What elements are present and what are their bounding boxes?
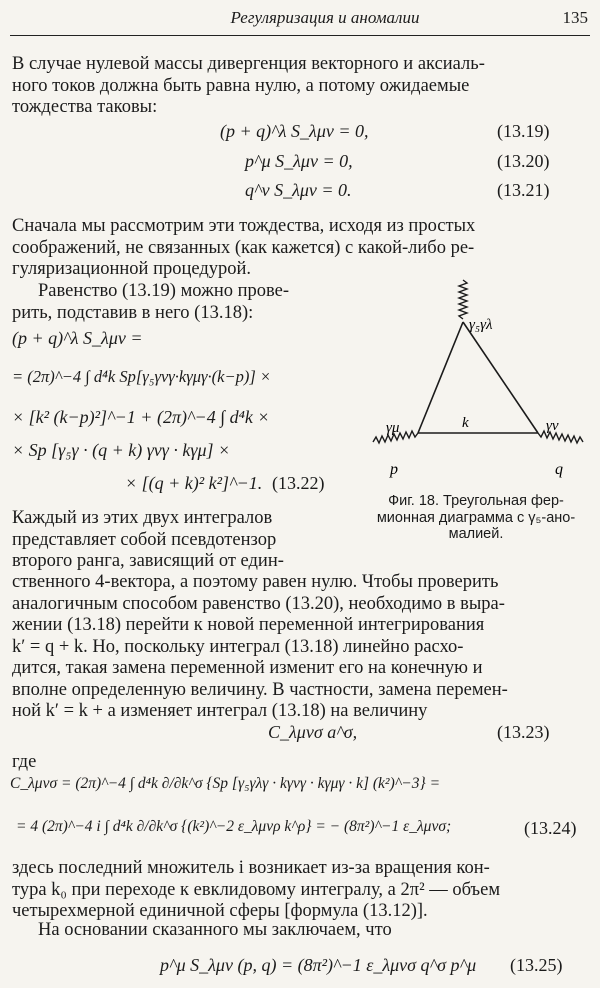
equation-number: (13.24) — [524, 818, 577, 838]
text-line: вполне определенную величину. В частности, замена перемен- — [12, 679, 508, 700]
equation-number: (13.20) — [497, 151, 550, 171]
equation-13-22-line: × Sp [γ₅γ · (q + k) γνγ · kγμ] × — [12, 440, 231, 460]
text-line: В случае нулевой массы дивергенция векторного и аксиаль- — [12, 54, 485, 74]
text-line: ного токов должна быть равна нулю, а потому ожидаемые — [12, 75, 470, 96]
vertex-label-top: γ₅γλ — [469, 317, 493, 333]
equation-13-24-line: C_λμνσ = (2π)^−4 ∫ d⁴k ∂/∂k^σ {Sp [γ₅γλγ · kγνγ · kγμγ · k] (k²)^−3} = — [10, 775, 441, 792]
right-photon-line — [538, 431, 583, 443]
equation-number: (13.22) — [272, 473, 325, 493]
vertex-label-left: γμ — [386, 420, 400, 436]
text-line: представляет собой псевдотензор — [12, 529, 277, 550]
figure-caption — [358, 493, 594, 543]
text-line: ной k′ = k + a изменяет интеграл (13.18) на величину — [12, 701, 428, 721]
vertex-label-right: γν — [546, 418, 559, 434]
intro-paragraph — [12, 54, 588, 119]
text-line: тура k₀ при переходе к евклидовому интегралу, а 2π² — объем — [12, 879, 501, 900]
text-line: Сначала мы рассмотрим эти тождества, исходя из простых — [12, 216, 476, 236]
equation-13-20: p^μ S_λμν = 0, — [245, 151, 353, 171]
equation-13-25: p^μ S_λμν (p, q) = (8π²)^−1 ε_λμνσ q^σ p^μ — [160, 955, 477, 975]
caption-line: Фиг. 18. Треугольная фер- — [388, 493, 564, 509]
triangle-diagram-figure — [350, 270, 595, 485]
text-line: второго ранга, зависящий от един- — [12, 551, 284, 571]
equation-13-19: (p + q)^λ S_λμν = 0, — [220, 121, 369, 141]
top-photon-line — [459, 280, 467, 319]
word-gde: где — [12, 752, 37, 772]
text-line: дится, такая замена переменной изменит его на конечную и — [12, 658, 483, 678]
text-line: ственного 4-вектора, а поэтому равен нулю. Чтобы проверить — [12, 572, 499, 592]
paragraph — [12, 281, 350, 324]
fermion-line-left — [418, 322, 463, 433]
equation-13-22-line: (p + q)^λ S_λμν = — [12, 328, 143, 348]
paragraph — [12, 572, 588, 723]
text-line: рить, подставив в него (13.18): — [12, 302, 254, 323]
caption-line: малией. — [448, 526, 504, 542]
loop-momentum-label: k — [462, 415, 469, 431]
equation-number: (13.23) — [497, 722, 550, 742]
equation-13-22-line: × [k² (k−p)²]^−1 + (2π)^−4 ∫ d⁴k × — [12, 407, 270, 427]
text-line: гуляризационной процедурой. — [12, 259, 252, 279]
equation-13-22-line: × [(q + k)² k²]^−1. — [125, 473, 263, 493]
equation-13-23: C_λμνσ a^σ, — [268, 722, 358, 742]
momentum-label-p: p — [390, 461, 398, 478]
equation-number: (13.25) — [510, 955, 563, 975]
equation-13-24-line: = 4 (2π)^−4 i ∫ d⁴k ∂/∂k^σ {(k²)^−2 ε_λμνρ k^ρ} = − (8π²)^−1 ε_λμνσ; — [16, 818, 452, 835]
momentum-label-q: q — [555, 461, 563, 478]
paragraph: На основании сказанного мы заключаем, что — [38, 920, 392, 940]
equation-13-21: q^ν S_λμν = 0. — [245, 180, 352, 200]
text-line: Каждый из этих двух интегралов — [12, 508, 273, 528]
equation-number: (13.21) — [497, 180, 550, 200]
text-line: жении (13.18) перейти к новой переменной интегрирования — [12, 615, 485, 635]
header-rule — [10, 35, 590, 36]
text-line: тождества таковы: — [12, 97, 158, 117]
paragraph — [12, 858, 588, 923]
running-header: Регуляризация и аномалии — [230, 8, 420, 27]
equation-number: (13.19) — [497, 121, 550, 141]
caption-line: мионная диаграмма с γ₅-ано- — [376, 509, 576, 526]
text-line: k′ = q + k. Но, поскольку интеграл (13.18) линейно расхо- — [12, 636, 464, 657]
text-line: соображений, не связанных (как кажется) с какой-либо ре- — [12, 237, 475, 258]
text-line: Равенство (13.19) можно прове- — [38, 281, 290, 301]
paragraph — [12, 508, 352, 573]
page-number: 135 — [562, 8, 588, 27]
text-line: четырехмерной единичной сферы [формула (13.12)]. — [12, 901, 428, 921]
text-line: аналогичным способом равенство (13.20), необходимо в выра- — [12, 593, 505, 614]
text-line: здесь последний множитель i возникает из-за вращения кон- — [12, 858, 490, 878]
fermion-line-right — [463, 322, 538, 433]
equation-13-22-line: = (2π)^−4 ∫ d⁴k Sp[γ₅γνγ·kγμγ·(k−p)] × — [12, 367, 272, 386]
